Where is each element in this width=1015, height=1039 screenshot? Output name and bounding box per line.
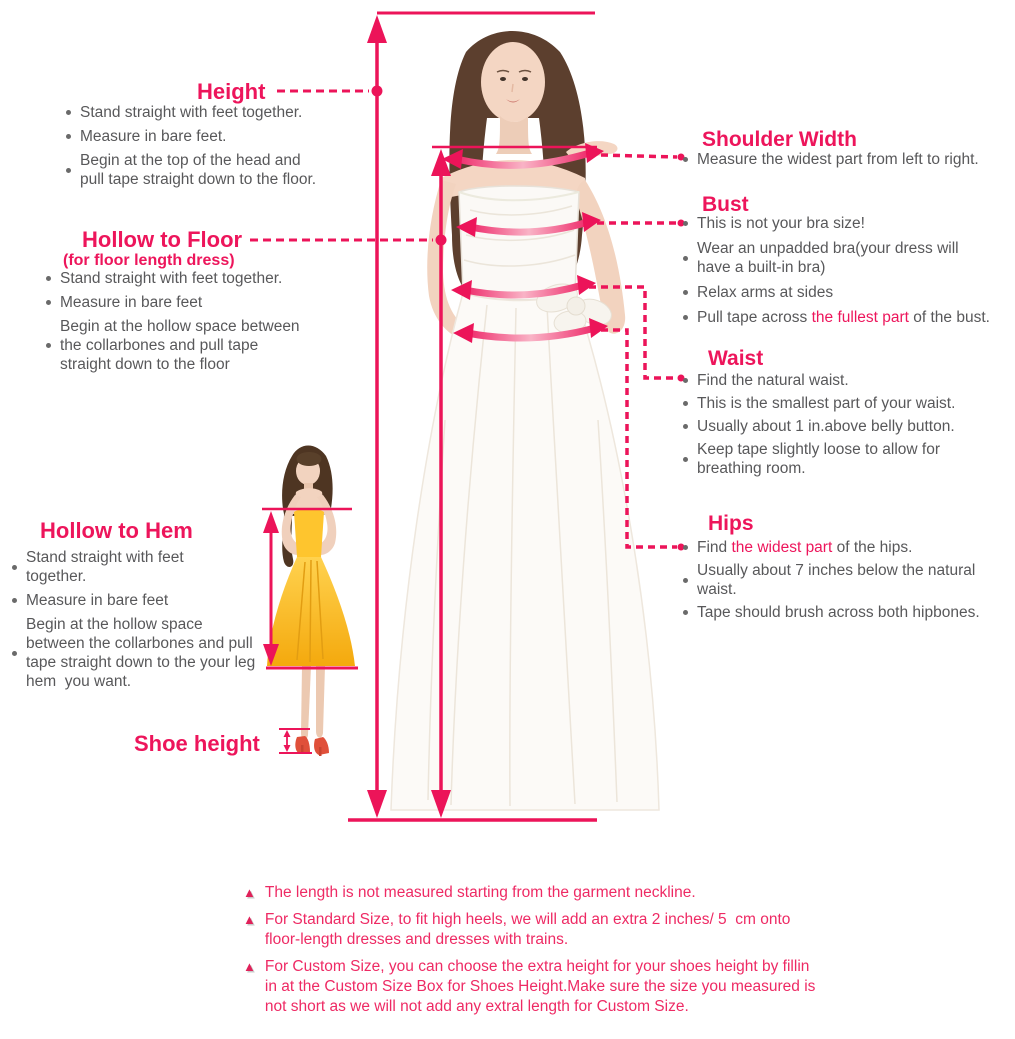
note-item: ▲ For Custom Size, you can choose the extra height for your shoes height by fillin in at the Custom Size Box for Shoes Height.Make sure the size you measured is not short as we will not add any extral length for Custom Size. xyxy=(243,958,816,1015)
list-item: Usually about 1 in.above belly button. xyxy=(683,417,1015,436)
hips-bullet-list xyxy=(683,538,1015,626)
list-item: Measure in bare feet. xyxy=(66,127,336,146)
height-section-title: Height xyxy=(197,79,266,104)
bullet-dot-icon xyxy=(683,221,688,226)
list-item: Measure in bare feet xyxy=(12,591,274,610)
bust-bullet-list xyxy=(683,214,1015,333)
waist-section-title: Waist xyxy=(708,347,764,370)
bullet-dot-icon xyxy=(683,610,688,615)
list-item: This is not your bra size! xyxy=(683,214,1015,233)
bullet-dot-icon xyxy=(12,651,17,656)
bullet-dot-icon xyxy=(46,300,51,305)
note-item: ▲ For Standard Size, to fit high heels, we will add an extra 2 inches/ 5 cm onto floor-length dresses and dresses with trains. xyxy=(243,911,791,948)
hollow-to-floor-section-title: Hollow to Floor xyxy=(82,227,243,252)
bust-section-title: Bust xyxy=(702,193,749,216)
bullet-dot-icon xyxy=(683,315,688,320)
bullet-dot-icon xyxy=(683,578,688,583)
list-item: Wear an unpadded bra(your dress will have a built-in bra) xyxy=(683,239,1015,277)
hollow-to-floor-bullet-list xyxy=(46,269,326,379)
notes-section xyxy=(243,883,923,1024)
hollow-to-hem-section-title: Hollow to Hem xyxy=(40,518,193,543)
bullet-dot-icon xyxy=(683,157,688,162)
bullet-dot-icon xyxy=(683,256,688,261)
list-item: Stand straight with feet together. xyxy=(46,269,326,288)
list-item: Keep tape slightly loose to allow for breathing room. xyxy=(683,440,1015,478)
list-item: Begin at the top of the head and pull tape straight down to the floor. xyxy=(66,151,336,189)
list-item: Stand straight with feet together. xyxy=(66,103,336,122)
hollow-to-hem-bullet-list xyxy=(12,548,274,696)
bullet-dot-icon xyxy=(12,565,17,570)
bullet-dot-icon xyxy=(683,424,688,429)
shoulder-width-section-title: Shoulder Width xyxy=(702,128,857,151)
shoe-height-section-title: Shoe height xyxy=(134,731,260,756)
bullet-dot-icon xyxy=(12,598,17,603)
list-item: Measure in bare feet xyxy=(46,293,326,312)
bullet-dot-icon xyxy=(683,457,688,462)
list-item: Find the natural waist. xyxy=(683,371,1015,390)
list-item: Tape should brush across both hipbones. xyxy=(683,603,1015,622)
shoulder-width-bullet-list xyxy=(683,150,1015,174)
list-item: Begin at the hollow space between the collarbones and pull tape straight down to the floor xyxy=(46,317,326,374)
highlighted-text: the fullest part xyxy=(811,309,909,326)
bullet-dot-icon xyxy=(683,378,688,383)
bullet-dot-icon xyxy=(66,168,71,173)
warning-triangle-icon: ▲ xyxy=(243,885,256,900)
list-item: Usually about 7 inches below the natural waist. xyxy=(683,561,1015,599)
bullet-dot-icon xyxy=(683,401,688,406)
bullet-dot-icon xyxy=(66,110,71,115)
hollow-to-floor-subtitle: (for floor length dress) xyxy=(63,252,235,269)
list-item: Relax arms at sides xyxy=(683,283,1015,302)
list-item: Pull tape across the fullest part of the bust. xyxy=(683,308,1015,327)
waist-bullet-list xyxy=(683,371,1015,482)
list-item: Measure the widest part from left to right. xyxy=(683,150,1015,169)
list-item: Begin at the hollow space between the collarbones and pull tape straight down to the your leg hem you want. xyxy=(12,615,274,691)
bullet-dot-icon xyxy=(66,134,71,139)
small-model-photo xyxy=(267,446,355,757)
warning-triangle-icon: ▲ xyxy=(243,912,256,927)
bullet-dot-icon xyxy=(683,290,688,295)
list-item: This is the smallest part of your waist. xyxy=(683,394,1015,413)
hips-section-title: Hips xyxy=(708,512,754,535)
bullet-dot-icon xyxy=(46,343,51,348)
highlighted-text: the widest part xyxy=(731,539,833,556)
warning-triangle-icon: ▲ xyxy=(243,959,256,974)
height-bullet-list xyxy=(66,103,336,194)
bullet-dot-icon xyxy=(46,276,51,281)
list-item: Find the widest part of the hips. xyxy=(683,538,1015,557)
list-item: Stand straight with feet together. xyxy=(12,548,274,586)
note-item: ▲ The length is not measured starting from the garment neckline. xyxy=(243,884,696,901)
bullet-dot-icon xyxy=(683,545,688,550)
